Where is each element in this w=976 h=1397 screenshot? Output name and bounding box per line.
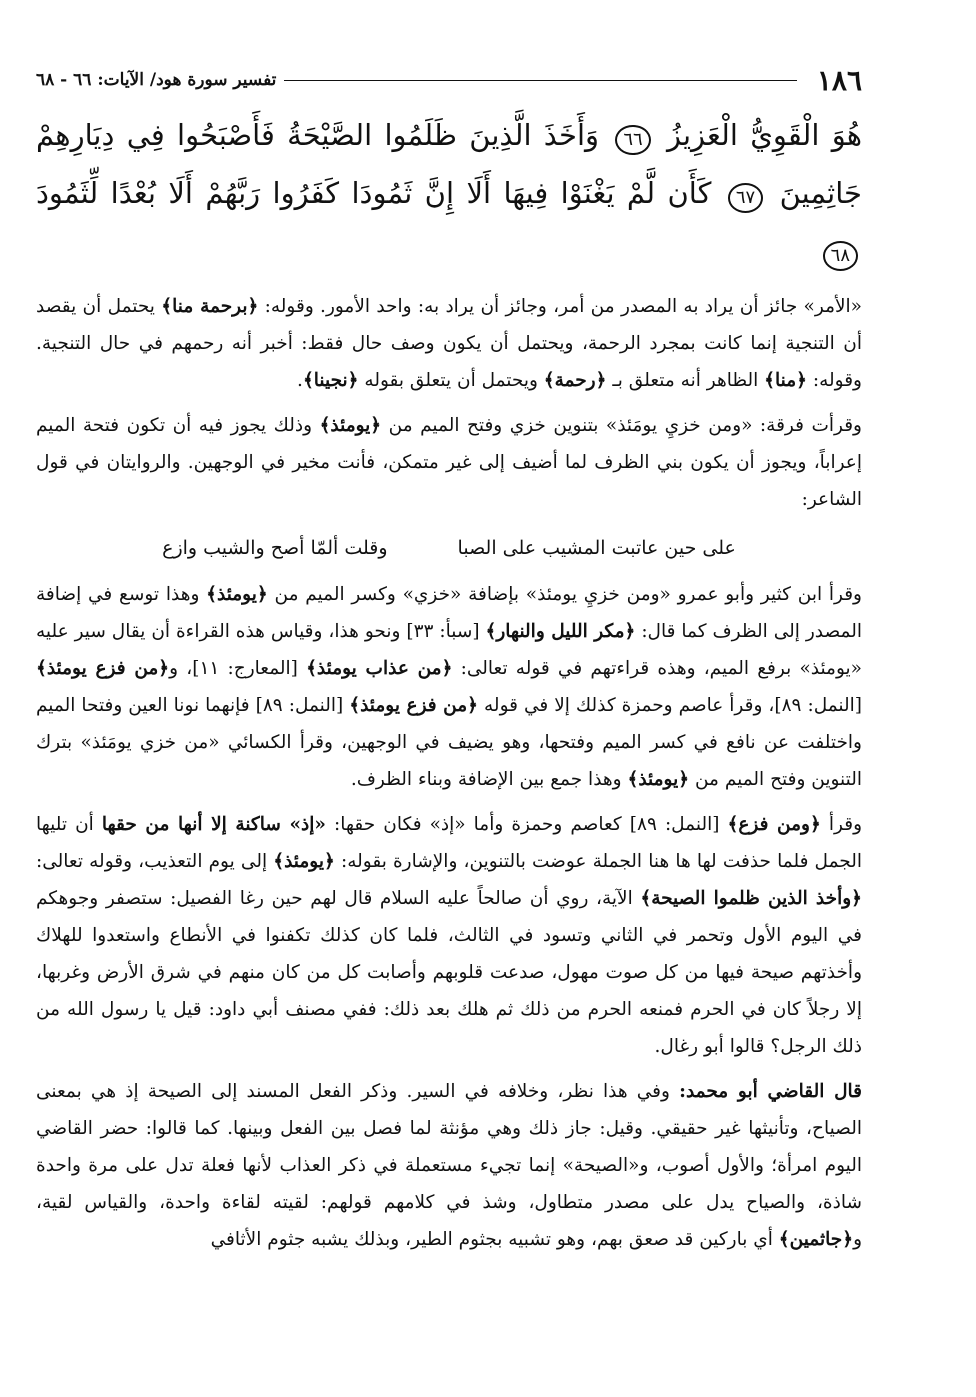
text-run: وهذا جمع بين الإضافة وبناء الظرف.	[350, 769, 628, 790]
quran-citation: ﴿من فزع يومئذ﴾	[36, 658, 170, 679]
page	[36, 60, 862, 1266]
verse-number-marker: ٦٦	[615, 125, 650, 155]
page-number: ١٨٦	[816, 63, 862, 97]
commentary-paragraph	[36, 806, 862, 1065]
poetry-verse	[36, 526, 862, 570]
verse-segment: وَأَخَذَ الَّذِينَ ظَلَمُوا الصَّيْحَةُ فَأَصْبَحُوا فِي دِيَارِهِمْ جَاثِمِينَ	[36, 118, 862, 210]
quran-citation: ﴿يومئذ﴾	[627, 769, 690, 790]
commentary-paragraph	[36, 407, 862, 518]
text-run: إلى يوم التعذيب، وقوله تعالى:	[36, 851, 274, 872]
quran-citation: ﴿جاثمين﴾	[778, 1229, 854, 1250]
text-run: الآية، روي أن صالحاً عليه السلام قال لهم حين رغا الفصيل: ستصفر وجوهكم في اليوم الأول وتحمر في الثاني وتسود في الثالث، فلما كان كذلك تكفنوا في الأنطاع واستعدوا للهلاك وأخذتهم صيحة فيها من كل صوت مهول، صدعت قلوبهم وأصابت كل من كان منهم في شرق الأرض وغربها، إلا رجلاً كان في الحرم فمنعه الحرم من ذلك ثم هلك بعد ذلك: ففي مصنف أبي داود: قيل يا رسول الله من ذلك الرجل؟ قالوا أبو رغال.	[36, 888, 862, 1057]
text-run: وقرأت فرقة: «ومن خزيِ يومَئذ» بتنوين خزي وفتح الميم من	[381, 415, 862, 436]
text-run: [النمل: ٨٩]، وقرأ عاصم وحمزة كذلك إلا في قوله	[478, 695, 862, 716]
hemistich-left: وقلت ألمّا أصح والشيب وازع	[162, 537, 388, 559]
quran-citation: «إذ» ساكنة إلا أنها من حقها	[101, 814, 326, 835]
verse-number-marker: ٦٨	[823, 241, 858, 271]
quran-citation: ﴿رحمة﴾	[543, 370, 607, 391]
text-run: يحتمل أن يقصد أن التنجية إنما كانت بمجرد الرحمة، ويحتمل أن يكون وصف حال فقط: أخبر أنه رحمهم في حال التنجية. وقوله:	[36, 296, 862, 391]
quran-citation: ﴿يومئذ﴾	[206, 584, 268, 605]
running-title: تفسير سورة هود/ الآيات: ٦٦ - ٦٨	[36, 70, 277, 90]
header-rule	[284, 80, 796, 81]
text-run: «الأمر» جائز أن يراد به المصدر من أمر، وجائز أن يراد به: واحد الأمور. وقوله:	[258, 296, 863, 317]
quran-verses	[36, 106, 862, 280]
verse-segment: هُوَ الْقَوِيُّ الْعَزِيزُ	[666, 118, 863, 152]
quran-citation: ﴿من فزع يومئذ﴾	[349, 695, 479, 716]
text-run: وقرأ ابن كثير وأبو عمرو «ومن خزيِ يومئذ» بإضافة «خزي» وكسر الميم من	[267, 584, 862, 605]
page-header	[36, 60, 862, 100]
text-run: [النمل: ٨٩] فإنهما نونا العين وفتحا الميم واختلفت عن نافع في كسر الميم وفتحها، وهو يضيف في الوجهين، وقرأ الكسائي «من خزي يومَئذ» بترك التنوين وفتح الميم من	[36, 695, 862, 790]
verse-number-marker: ٦٧	[728, 183, 763, 213]
commentary-paragraph	[36, 1073, 862, 1258]
text-run: [المعارج: ١١]، و	[169, 658, 307, 679]
commentary-paragraph	[36, 576, 862, 798]
quran-citation: ﴿وأخذ الذين ظلموا الصيحة﴾	[640, 888, 862, 909]
text-run: وفي هذا نظر، وخلافه في السير. وذكر الفعل المسند إلى الصيحة إذ هي بمعنى الصياح، وتأنيثها غير حقيقي. وقيل: جاز ذلك وهي مؤنثة لما فصل بين الفعل وبينها. كما قالوا: حضر القاضي اليوم امرأة؛ والأول أصوب، و«الصيحة» إنما تجيء مستعملة في ذكر العذاب لأنها فعلة تدل على مرة واحدة شاذة، والصياح يدل على مصدر متطاول، وشذ في كلامهم قولهم: لقيته لقاءة واحدة، والقياس لقية، و	[36, 1081, 862, 1250]
quran-citation: ﴿نجينا﴾	[302, 370, 359, 391]
text-run: .	[297, 370, 303, 391]
quran-citation: ﴿برحمة منا﴾	[161, 296, 259, 317]
verse-segment: كَأَن لَّمْ يَغْنَوْا فِيهَا أَلَا إِنَّ ثَمُودَا كَفَرُوا رَبَّهُمْ أَلَا بُعْدًا لِّثَمُودَ	[36, 176, 712, 210]
quran-citation: ﴿من عذاب يومئذ﴾	[306, 658, 453, 679]
text-run: وقرأ	[820, 814, 863, 835]
commentary-paragraph	[36, 288, 862, 399]
quran-citation: ﴿منا﴾	[764, 370, 807, 391]
text-run: [سبأ: ٣٣] ونحو هذا، وقياس هذه القراءة أن يقال سير عليه «يومئذ» برفع الميم، وهذه قراءتهم في قوله تعالى:	[36, 621, 862, 679]
text-run: الظاهر أنه متعلق بـ	[606, 370, 765, 391]
text-run: ويحتمل أن يتعلق بقوله	[358, 370, 544, 391]
quran-citation: ﴿يومئذ﴾	[273, 851, 335, 872]
quran-citation: ﴿ومن فزع﴾	[727, 814, 821, 835]
author-remark-label: قال القاضي أبو محمد:	[679, 1081, 862, 1102]
text-run: وذلك يجوز فيه أن تكون فتحة الميم إعراباً، ويجوز أن يكون بني الظرف لما أضيف إلى غير متمكن، فأنت مخير في الوجهين. والروايتان في قول الشاعر:	[36, 415, 862, 510]
text-run: أي باركين قد صعق بهم، وهو تشبيه بجثوم الطير، وبذلك يشبه جثوم الأثافي	[210, 1229, 779, 1250]
quran-citation: ﴿مكر الليل والنهار﴾	[485, 621, 636, 642]
hemistich-right: على حين عاتبت المشيب على الصبا	[457, 537, 736, 559]
text-run: [النمل: ٨٩] كعاصم وحمزة وأما «إذ» فكان حقها:	[325, 814, 728, 835]
text-run: أن تليها الجمل فلما حذفت لها ها هنا الجملة عوضت بالتنوين، والإشارة بقوله:	[36, 814, 862, 872]
text-run: وهذا توسع في إضافة المصدر إلى الظرف كما قال:	[36, 584, 863, 642]
quran-citation: ﴿يومئذ﴾	[319, 415, 382, 436]
